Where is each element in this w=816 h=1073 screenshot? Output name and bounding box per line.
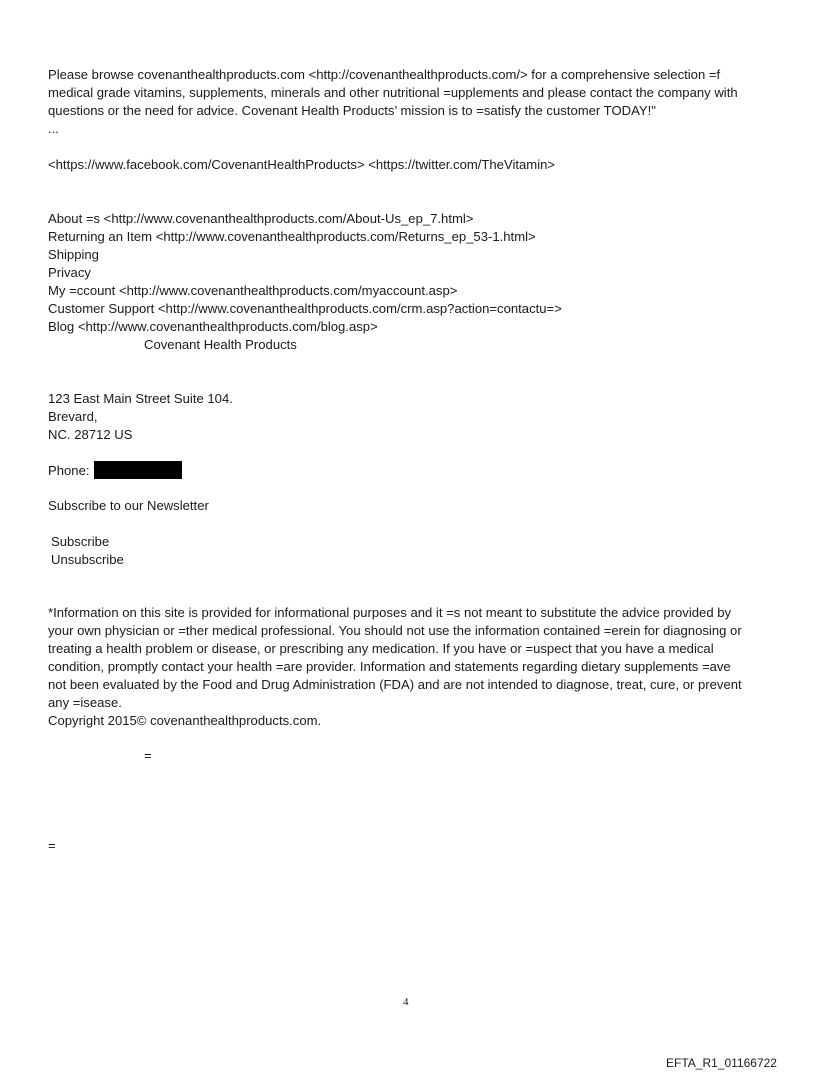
address-city: Brevard, [48,409,98,424]
intro-line-1: Please browse covenanthealthproducts.com <http://covenanthealthproducts.com/> for a comprehensive selection =f [48,67,721,82]
disclaimer-line-6: any =isease. [48,695,122,710]
address-state-zip: NC. 28712 US [48,427,133,442]
subscribe-link[interactable]: Subscribe [51,534,110,549]
disclaimer-line-5: not been evaluated by the Food and Drug Administration (FDA) and are not intended to diagnose, treat, cure, or prevent [48,677,742,692]
document-id: EFTA_R1_01166722 [666,1056,777,1070]
social-links[interactable]: <https://www.facebook.com/CovenantHealthProducts> <https://twitter.com/TheVitamin> [48,157,556,172]
unsubscribe-link[interactable]: Unsubscribe [51,552,124,567]
disclaimer-line-4: condition, promptly contact your health =are provider. Information and statements regarding dietary supplements =ave [48,659,731,674]
address-street: 123 East Main Street Suite 104. [48,391,233,406]
redaction-box [94,461,182,479]
phone-line [48,461,182,480]
ellipsis: ... [48,121,59,136]
nav-link-shipping[interactable]: Shipping [48,247,99,262]
company-name: Covenant Health Products [144,337,297,352]
phone-label: Phone: [48,463,90,478]
copyright: Copyright 2015© covenanthealthproducts.com. [48,713,322,728]
nav-link-my-account[interactable]: My =ccount <http://www.covenanthealthproducts.com/myaccount.asp> [48,283,458,298]
nav-link-blog[interactable]: Blog <http://www.covenanthealthproducts.com/blog.asp> [48,319,378,334]
page-number: 4 [403,996,409,1008]
nav-link-customer-support[interactable]: Customer Support <http://www.covenanthealthproducts.com/crm.asp?action=contactu=> [48,301,562,316]
disclaimer-line-2: your own physician or =ther medical professional. You should not use the information contained =erein for diagnosing or [48,623,742,638]
stray-equals-1: = [144,748,152,763]
disclaimer-line-1: *Information on this site is provided for informational purposes and it =s not meant to substitute the advice provided by [48,605,732,620]
nav-link-about[interactable]: About =s <http://www.covenanthealthproducts.com/About-Us_ep_7.html> [48,211,474,226]
disclaimer-line-3: treating a health problem or disease, or prescribing any medication. If you have or =uspect that you have a medical [48,641,714,656]
stray-equals-2: = [48,838,56,853]
newsletter-heading: Subscribe to our Newsletter [48,498,209,513]
nav-link-returns[interactable]: Returning an Item <http://www.covenanthealthproducts.com/Returns_ep_53-1.html> [48,229,536,244]
intro-line-3: questions or the need for advice. Covenant Health Products’ mission is to =satisfy the customer TODAY!" [48,103,656,118]
nav-link-privacy[interactable]: Privacy [48,265,91,280]
intro-line-2: medical grade vitamins, supplements, minerals and other nutritional =upplements and please contact the company with [48,85,738,100]
